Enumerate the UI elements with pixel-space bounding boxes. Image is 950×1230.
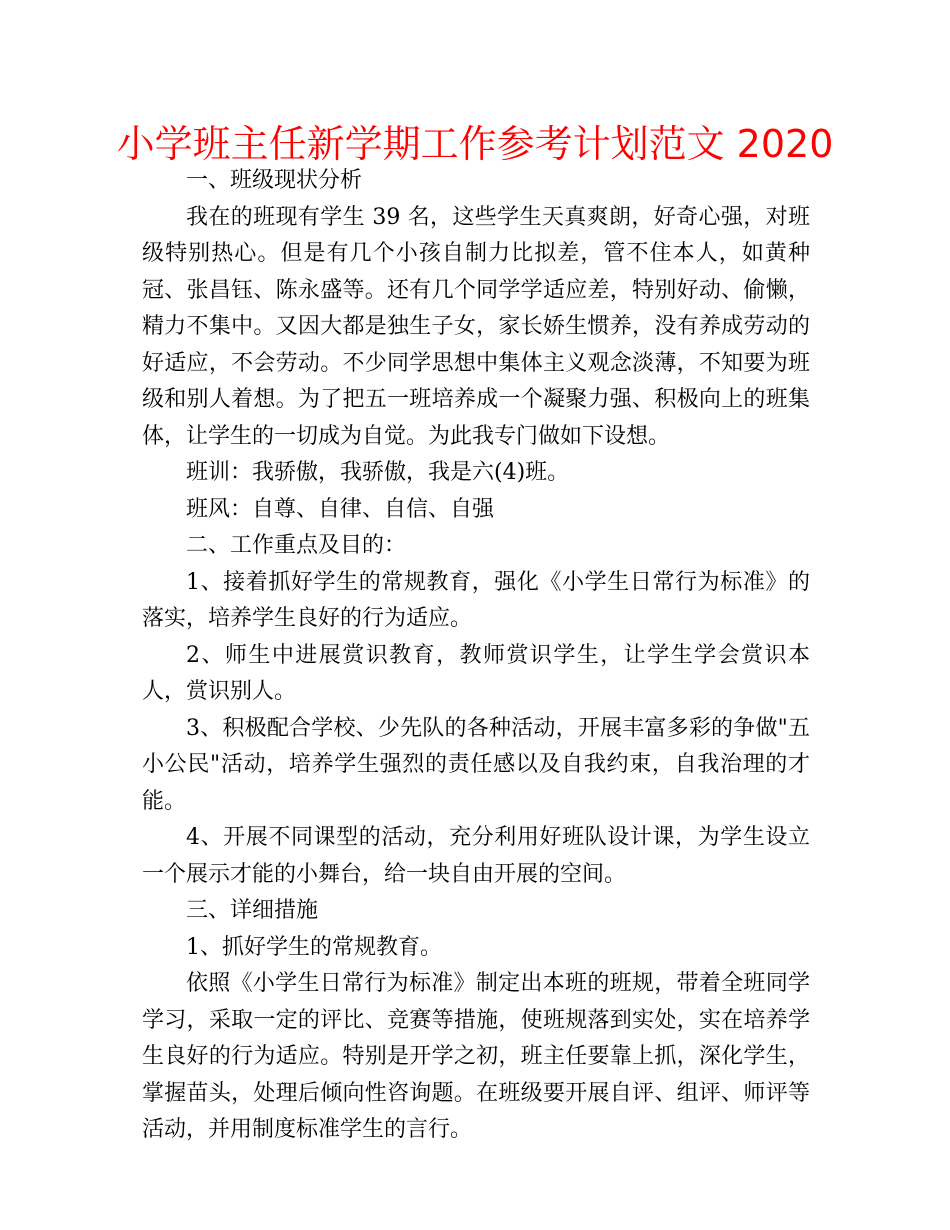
goal-item-3: 3、积极配合学校、少先队的各种活动，开展丰富多彩的争做"五小公民"活动，培养学生强烈的责任感以及自我约束，自我治理的才能。 [142,715,810,814]
goal-item-2: 2、师生中进展赏识教育，教师赏识学生，让学生学会赏识本人，赏识别人。 [142,642,810,704]
paragraph-class-analysis: 我在的班现有学生 39 名，这些学生天真爽朗，好奇心强，对班级特别热心。但是有几个小孩自制力比拟差，管不住本人，如黄种冠、张昌钰、陈永盛等。还有几个同学学适应差，特别好动、偷懒，精力不集中。又因大都是独生子女，家长娇生惯养，没有养成劳动的好适应，不会劳动。不少同学思想中集体主义观念淡薄，不知要为班级和别人着想。为了把五一班培养成一个凝聚力强、积极向上的班集体，让学生的一切成为自觉。为此我专门做如下设想。 [142,204,810,449]
goal-item-1: 1、接着抓好学生的常规教育，强化《小学生日常行为标准》的落实，培养学生良好的行为适应。 [142,569,810,631]
goal-item-4: 4、开展不同课型的活动，充分利用好班队设计课，为学生设立一个展示才能的小舞台，给一块自由开展的空间。 [142,825,810,887]
section-heading-status: 一、班级现状分析 [186,168,363,193]
document-title: 小学班主任新学期工作参考计划范文 2020 [116,122,834,166]
section-heading-measures: 三、详细措施 [186,898,319,923]
class-motto: 班训：我骄傲，我骄傲，我是六(4)班。 [186,460,570,485]
paragraph-measure-1: 依照《小学生日常行为标准》制定出本班的班规，带着全班同学学习，采取一定的评比、竞赛等措施，使班规落到实处，实在培养学生良好的行为适应。特别是开学之初，班主任要靠上抓，深化学生，掌握苗头，处理后倾向性咨询题。在班级要开展自评、组评、师评等活动，并用制度标准学生的言行。 [142,971,810,1142]
section-heading-goals: 二、工作重点及目的： [186,533,407,558]
document-body [142,163,810,1149]
measure-heading-1: 1、抓好学生的常规教育。 [186,934,442,960]
class-style: 班风：自尊、自律、自信、自强 [186,496,495,522]
